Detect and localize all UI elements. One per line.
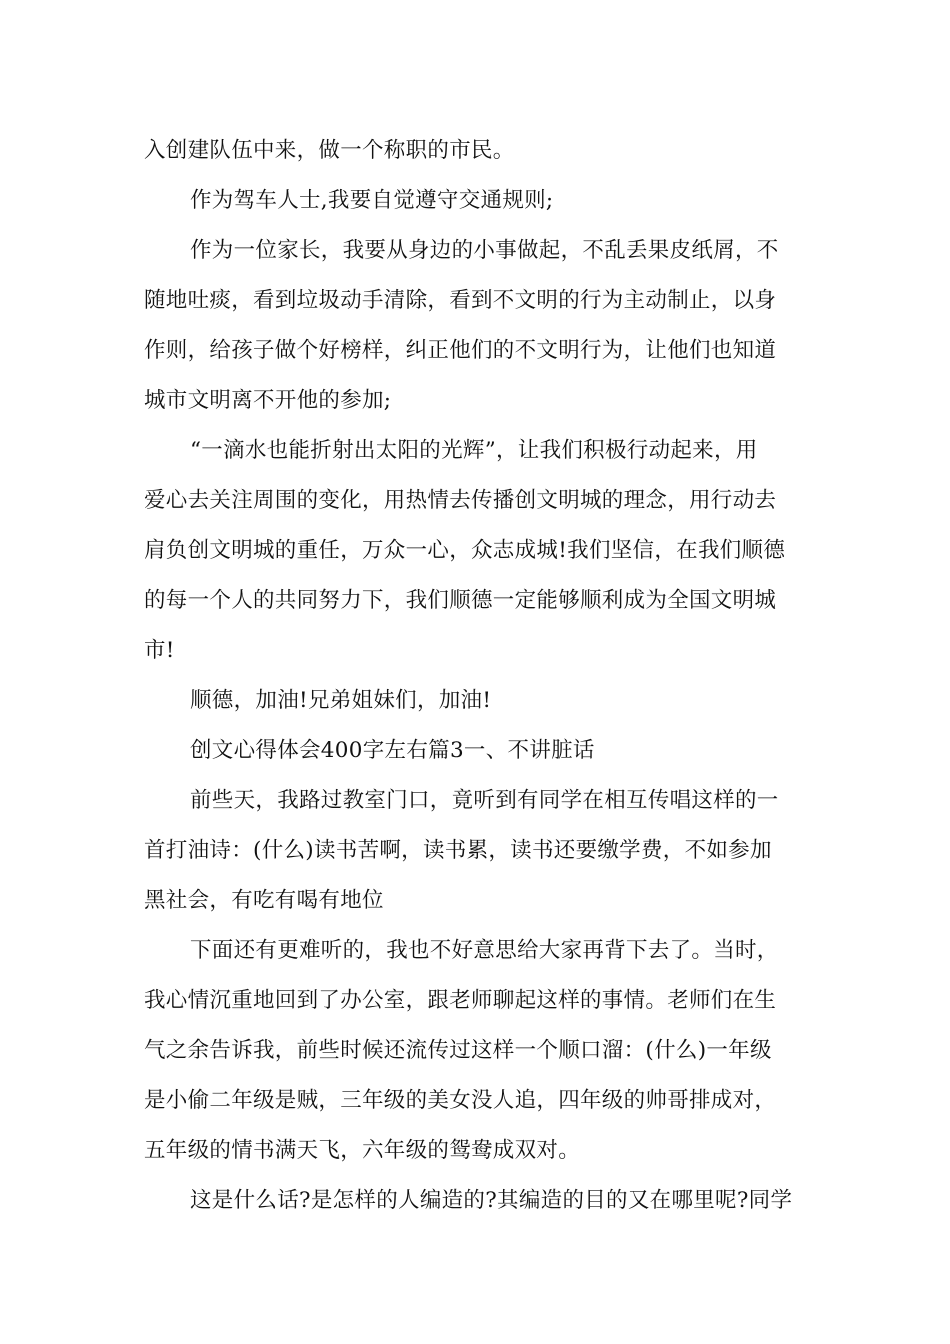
text-line: 的每一个人的共同努力下，我们顺德一定能够顺利成为全国文明城 bbox=[144, 588, 777, 613]
text-line: 入创建队伍中来，做一个称职的市民。 bbox=[144, 138, 515, 163]
text-line: 下面还有更难听的，我也不好意思给大家再背下去了。当时， bbox=[190, 938, 779, 963]
text-line: 首打油诗：(什么)读书苦啊，读书累，读书还要缴学费，不如参加 bbox=[144, 838, 772, 863]
text-line: 创文心得体会400字左右篇3一、不讲脏话 bbox=[190, 738, 595, 763]
text-line: 作则，给孩子做个好榜样，纠正他们的不文明行为，让他们也知道 bbox=[144, 338, 777, 363]
text-line: 我心情沉重地回到了办公室，跟老师聊起这样的事情。老师们在生 bbox=[144, 988, 777, 1013]
text-line: 作为驾车人士,我要自觉遵守交通规则; bbox=[190, 188, 554, 213]
text-line: 爱心去关注周围的变化，用热情去传播创文明城的理念，用行动去 bbox=[144, 488, 777, 513]
text-line: 城市文明离不开他的参加; bbox=[144, 388, 392, 413]
text-line: 五年级的情书满天飞，六年级的鸳鸯成双对。 bbox=[144, 1138, 581, 1163]
text-line: 黑社会，有吃有喝有地位 bbox=[144, 888, 384, 913]
text-line: 作为一位家长，我要从身边的小事做起，不乱丢果皮纸屑，不 bbox=[190, 238, 779, 263]
text-line: 这是什么话?是怎样的人编造的?其编造的目的又在哪里呢?同学 bbox=[190, 1188, 793, 1213]
text-line: 随地吐痰，看到垃圾动手清除，看到不文明的行为主动制止，以身 bbox=[144, 288, 777, 313]
text-line: “一滴水也能折射出太阳的光辉”，让我们积极行动起来，用 bbox=[190, 438, 758, 463]
text-line: 市! bbox=[144, 638, 175, 663]
text-line: 是小偷二年级是贼，三年级的美女没人追，四年级的帅哥排成对， bbox=[144, 1088, 777, 1113]
text-line: 肩负创文明城的重任，万众一心，众志成城!我们坚信，在我们顺德 bbox=[144, 538, 786, 563]
text-line: 前些天，我路过教室门口，竟听到有同学在相互传唱这样的一 bbox=[190, 788, 779, 813]
text-line: 气之余告诉我，前些时候还流传过这样一个顺口溜：(什么)一年级 bbox=[144, 1038, 772, 1063]
text-line: 顺德，加油!兄弟姐妹们，加油! bbox=[190, 688, 492, 713]
